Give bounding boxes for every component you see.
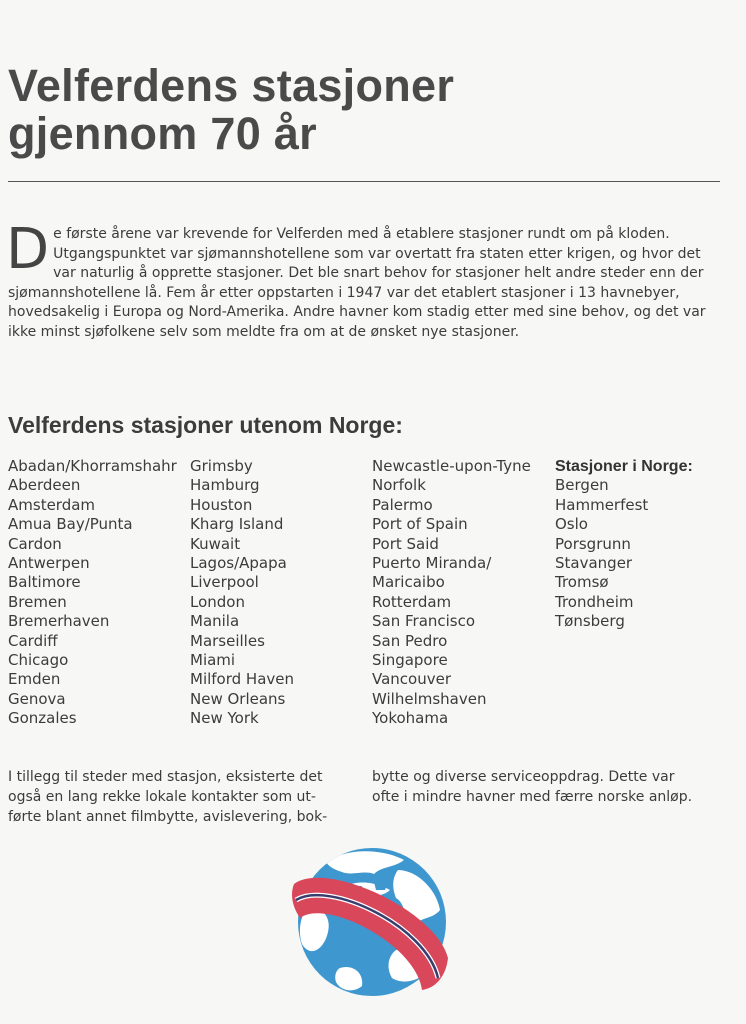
port-item: Rotterdam: [372, 592, 452, 611]
globe-ribbon-logo: [286, 840, 456, 1010]
footer-left-line: førte blant annet filmbytte, avislevering, bok-: [8, 809, 328, 825]
port-item: San Francisco: [372, 612, 476, 631]
port-item: Palermo: [372, 495, 433, 514]
port-item: Genova: [8, 689, 66, 708]
footer-left-line: I tillegg til steder med stasjon, eksisterte det: [8, 769, 323, 785]
port-item: Amsterdam: [8, 495, 96, 514]
footer-right-line: ofte i mindre havner med færre norske anløp.: [372, 789, 693, 805]
norway-heading: Stasjoner i Norge:: [555, 458, 693, 475]
abroad-heading: Velferdens stasjoner utenom Norge:: [8, 412, 403, 438]
port-item: New York: [190, 709, 259, 728]
norway-item: Trondheim: [555, 592, 634, 611]
port-item: Liverpool: [190, 573, 259, 592]
port-item: Bremen: [8, 592, 67, 611]
norway-item: Oslo: [555, 515, 588, 534]
norway-item: Stavanger: [555, 554, 633, 573]
port-item: Houston: [190, 495, 253, 514]
port-item: Gonzales: [8, 709, 77, 728]
port-item: Bremerhaven: [8, 612, 110, 631]
title-line-1: Velferdens stasjoner: [8, 60, 455, 111]
page-title: [8, 62, 708, 158]
port-item: Antwerpen: [8, 554, 90, 573]
port-item: Puerto Miranda/: [372, 554, 492, 573]
port-item: Port of Spain: [372, 515, 468, 534]
norway-item: Hammerfest: [555, 495, 649, 514]
footer-text-left: [8, 767, 327, 827]
title-divider: [8, 181, 720, 182]
port-item: Cardon: [8, 534, 62, 553]
port-item: Miami: [190, 651, 236, 670]
port-item: Milford Haven: [190, 670, 295, 689]
norway-item: Tromsø: [555, 573, 609, 592]
port-item: Amua Bay/Punta: [8, 515, 133, 534]
port-item: Aberdeen: [8, 476, 81, 495]
port-item: Yokohama: [372, 709, 449, 728]
abroad-list-col1: [8, 457, 177, 729]
port-item: Kharg Island: [190, 515, 284, 534]
port-item: Vancouver: [372, 670, 451, 689]
port-item: Wilhelmshaven: [372, 689, 487, 708]
port-item: Singapore: [372, 651, 448, 670]
port-item: Abadan/Khorramshahr: [8, 457, 177, 475]
norway-item: Tønsberg: [555, 612, 625, 631]
port-item: Lagos/Apapa: [190, 554, 287, 573]
port-item: Norfolk: [372, 476, 426, 495]
footer-right-line: bytte og diverse serviceoppdrag. Dette var: [372, 769, 675, 785]
port-item: Newcastle-upon-Tyne: [372, 457, 531, 475]
norway-list: [555, 457, 693, 632]
port-item: Kuwait: [190, 534, 241, 553]
port-item: Grimsby: [190, 457, 253, 475]
port-item: Chicago: [8, 651, 69, 670]
port-item: Emden: [8, 670, 61, 689]
port-item: Marseilles: [190, 631, 265, 650]
abroad-list-col3: [372, 457, 531, 729]
port-item: San Pedro: [372, 631, 448, 650]
port-item: Manila: [190, 612, 240, 631]
title-line-2: gjennom 70 år: [8, 108, 317, 159]
port-item: Port Said: [372, 534, 439, 553]
intro-dropcap: D: [6, 217, 50, 282]
port-item: Hamburg: [190, 476, 260, 495]
port-item: Cardiff: [8, 631, 58, 650]
port-item: New Orleans: [190, 689, 286, 708]
abroad-list-col2: [190, 457, 294, 729]
port-item: Maricaibo: [372, 573, 445, 592]
norway-item: Porsgrunn: [555, 534, 631, 553]
intro-paragraph: [6, 217, 724, 342]
norway-item: Bergen: [555, 476, 609, 495]
footer-left-line: også en lang rekke lokale kontakter som ut-: [8, 789, 316, 805]
footer-text-right: [372, 767, 692, 807]
intro-text: e første årene var krevende for Velferden med å etablere stasjoner rundt om på kloden. Utgangspunktet var sjømannshotellene som var overtatt fra staten etter krigen, og hvor det var naturlig å opprette stasjoner. Det ble snart behov for stasjoner helt andre steder enn der sjømannshotellene lå. Fem år etter oppstarten i 1947 var det etablert stasjoner i 13 havnebyer, hovedsakelig i Europa og Nord-Amerika. Andre havner kom stadig etter med sine behov, og det var ikke minst sjøfolkene selv som meldte fra om at de ønsket nye stasjoner.: [8, 226, 706, 340]
port-item: Baltimore: [8, 573, 81, 592]
port-item: London: [190, 592, 245, 611]
